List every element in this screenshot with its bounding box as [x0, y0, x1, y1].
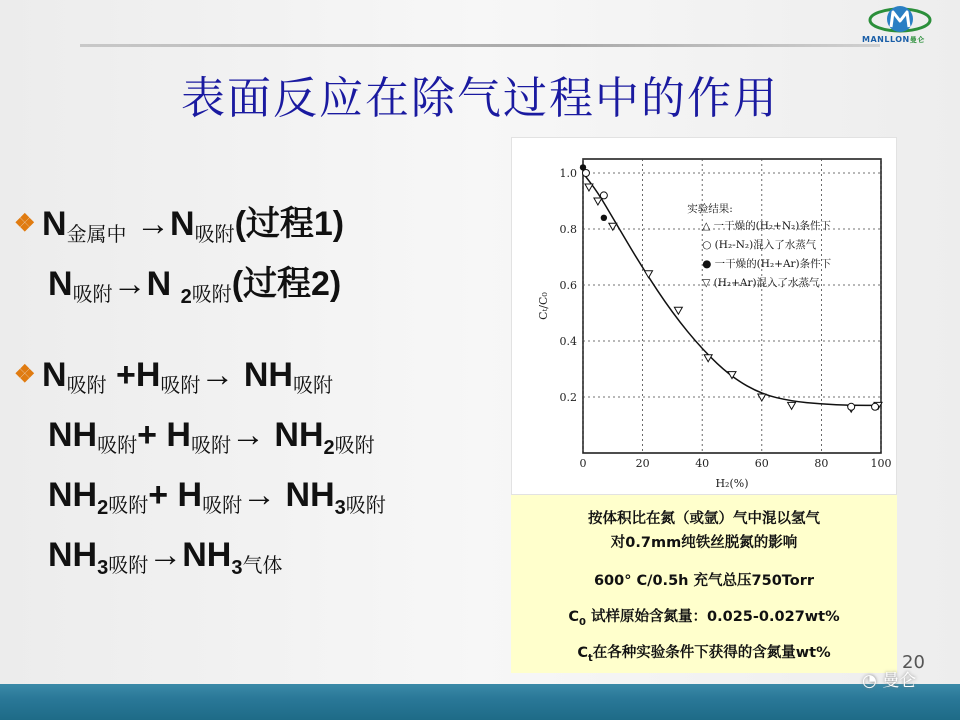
data-point [600, 192, 607, 199]
reaction-line-3: ❖ $N_{吸附} +H_{吸附}\to NH_{吸附}$ [14, 356, 333, 397]
footer-bar [0, 684, 960, 720]
x-tick-label: 60 [754, 457, 769, 470]
data-point [580, 164, 586, 170]
denitrogenation-chart [511, 137, 897, 495]
reaction-line-1: ❖ $N_{金属中} \to N_{吸附}$(过程1) [14, 205, 345, 246]
caption-line-3: 600° C/0.5h 充气总压750Torr [593, 573, 815, 589]
diamond-bullet-icon: ❖ [14, 210, 36, 237]
y-tick-label: 0.8 [559, 223, 577, 236]
logo-text: MANLLON曼仑 [862, 35, 925, 44]
y-tick-label: 0.6 [559, 279, 577, 292]
y-tick-label: 1.0 [559, 167, 577, 180]
data-point [601, 215, 607, 221]
caption-line-4: $C_0$ 试样原始含氮量：0.025-0.027wt% [568, 609, 840, 628]
watermark: ◔ 曼仑 [862, 671, 917, 691]
legend-title: 实验结果: [687, 203, 733, 216]
caption-line-2: 对0.7mm纯铁丝脱氮的影响 [610, 535, 798, 551]
y-tick-label: 0.2 [559, 391, 577, 404]
legend-entry: ○ (H₂-N₂)混入了水蒸气 [702, 239, 817, 251]
reaction-line-4: $NH_{吸附}+ H_{吸附}\to NH_{2吸附}$ [48, 416, 375, 459]
y-tick-label: 0.4 [559, 335, 577, 348]
caption-line-1: 按体积比在氮（或氩）气中混以氢气 [588, 511, 820, 527]
legend-entry: △ 一干燥的(H₂+N₂)条件下 [702, 220, 831, 232]
x-tick-label: 100 [870, 457, 892, 470]
x-tick-label: 40 [695, 457, 710, 470]
data-point [758, 394, 766, 401]
data-point [848, 403, 855, 410]
legend-entry: ● 一干燥的(H₂+Ar)条件下 [702, 258, 832, 270]
legend-entry: ▽ (H₂+Ar)混入了水蒸气 [702, 277, 820, 289]
x-tick-label: 20 [635, 457, 650, 470]
data-point [645, 271, 653, 278]
x-tick-label: 0 [579, 457, 587, 470]
data-point [872, 403, 879, 410]
slide-title: 表面反应在除气过程中的作用 [181, 73, 779, 124]
x-tick-label: 80 [814, 457, 829, 470]
reaction-line-2: $N_{吸附}\to N$ $_{2吸附}$(过程2) [48, 265, 342, 308]
diamond-bullet-icon: ❖ [14, 361, 36, 388]
reaction-line-5: $NH_{2吸附}+ H_{吸附}\to NH_{3吸附}$ [48, 476, 386, 519]
x-axis-label: H₂(%) [715, 477, 749, 490]
data-point [674, 307, 682, 314]
y-axis-label: Cₜ/C₀ [537, 292, 550, 320]
data-point [585, 184, 593, 191]
page-number: 20 [902, 652, 925, 673]
header-rule [80, 44, 880, 47]
data-point [788, 402, 796, 409]
data-point [594, 198, 602, 205]
chart-svg [511, 137, 897, 495]
wechat-icon: ◔ [862, 671, 877, 691]
reaction-line-6: $NH_{3吸附}\to NH_{3气体}$ [48, 536, 283, 579]
caption-line-5: $C_t$在各种实验条件下获得的含氮量wt% [577, 645, 831, 664]
chart-caption [511, 495, 897, 673]
